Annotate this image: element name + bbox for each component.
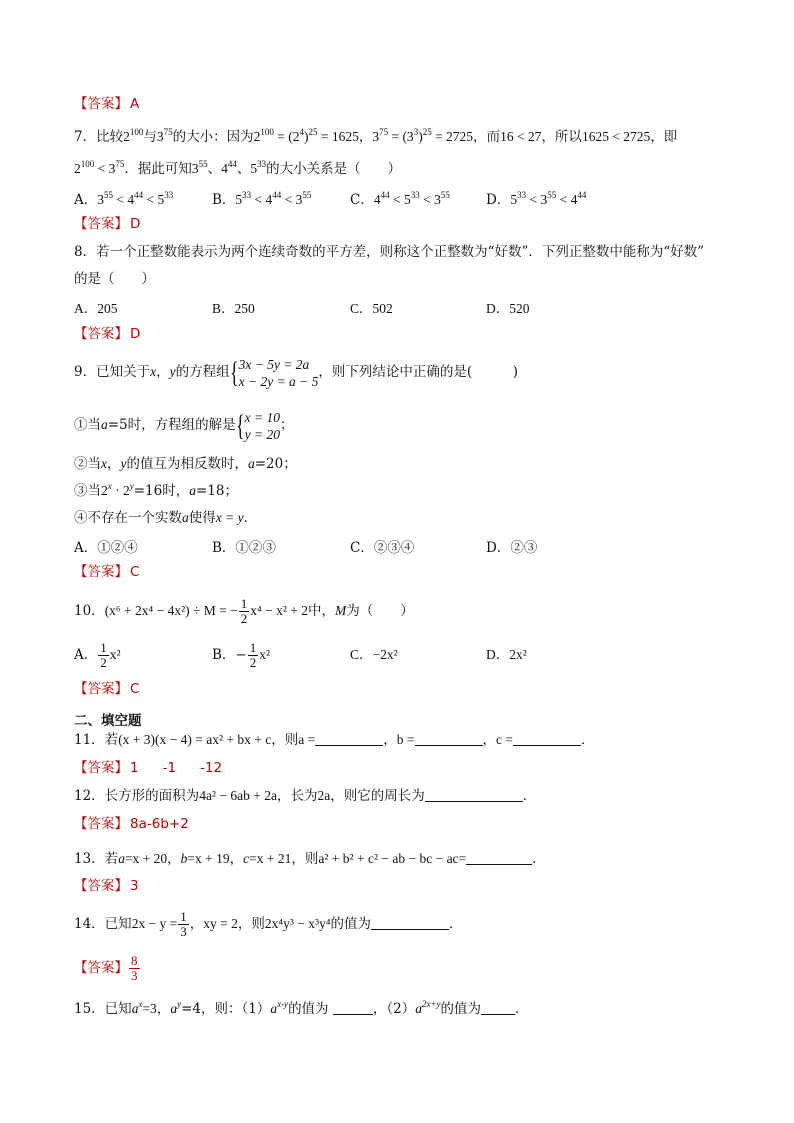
option-b[interactable]: B．250 <box>212 301 255 316</box>
statement-2: ②当x，y的值互为相反数时，a=20； <box>74 456 297 472</box>
option-d[interactable]: D．520 <box>486 301 530 316</box>
option-a[interactable]: A． $\frac{1}{2}$ x² <box>74 640 121 670</box>
question-15: 15．已知$a^x=3$，$a^y=4$，则：$(1)a^{x-y}$的值为 ，$(2)a^{2x+y}$的值为 ． <box>74 999 529 1017</box>
question-8-options <box>74 297 734 315</box>
blank-2[interactable] <box>481 1000 515 1015</box>
answer-10: 【答案】 C <box>74 681 140 697</box>
question-9-stem: 9．已知关于x，y的方程组 { 3x − 5y = 2a x − 2y = a − 5 ，则下列结论中正确的是( ) <box>74 355 518 389</box>
fraction-third: $\frac{1}{3}$ <box>180 909 187 939</box>
answer-7: 【答案】 D <box>74 216 141 232</box>
answer-value: A <box>130 96 140 112</box>
question-10-stem: 10．(x⁶ + 2x⁴ − 4x²) ÷ M = − $\frac{1}{2}$ x⁴ − x² + 2中，M为（ ） <box>74 596 414 626</box>
answer-13: 【答案】 3 <box>74 878 139 894</box>
option-c[interactable]: C．②③④ <box>350 540 415 556</box>
blank-value[interactable] <box>466 850 532 865</box>
blank-1[interactable] <box>333 1000 373 1015</box>
blank-c[interactable] <box>513 731 581 746</box>
answer-9: 【答案】 C <box>74 564 140 580</box>
fraction-half: $\frac{1}{2}$ <box>240 596 248 626</box>
option-a[interactable]: A．$3^{55} < 4^{44} < 5^{33}$ <box>74 190 174 208</box>
option-a[interactable]: A．①②④ <box>74 540 138 556</box>
answer-fraction: $\frac{8}{3}$ <box>131 952 138 983</box>
statement-1: ①当a=5时，方程组的解是 { x = 10 y = 20 ； <box>74 408 294 442</box>
section-heading: 二、填空题 <box>74 713 142 729</box>
question-8-line1: 8．若一个正整数能表示为两个连续奇数的平方差，则称这个正整数为“好数”．下列正整数中能称为“好数” <box>74 244 705 260</box>
option-c[interactable]: C．−2x² <box>350 647 398 662</box>
option-c[interactable]: C．502 <box>350 301 393 316</box>
equation-system: { 3x − 5y = 2a x − 2y = a − 5 <box>229 355 319 389</box>
option-b[interactable]: B．− $\frac{1}{2}$ x² <box>212 640 271 670</box>
statement-4: ④不存在一个实数a使得x = y． <box>74 510 258 526</box>
question-8-line2: 的是（ ） <box>74 271 155 287</box>
answer-6 <box>74 95 139 113</box>
option-b[interactable]: B．①②③ <box>212 540 276 556</box>
question-7-line2: $2^{100} < 3^{75}$．据此可知$3^{55}$、$4^{44}$、$5^{33}$的大小关系是（ ） <box>74 159 402 177</box>
blank-b[interactable] <box>415 731 483 746</box>
question-14: 14．已知2x − y = $\frac{1}{3}$ ，xy = 2，则2x⁴y³ − x³y⁴的值为 ． <box>74 909 463 939</box>
solution-system: { x = 10 y = 20 <box>235 408 281 442</box>
question-9-options <box>74 536 734 554</box>
blank-value[interactable] <box>371 915 449 930</box>
option-b[interactable]: B．$5^{33} < 4^{44} < 3^{55}$ <box>212 190 312 208</box>
option-d[interactable]: D．$5^{33} < 3^{55} < 4^{44}$ <box>486 190 587 208</box>
blank-perimeter[interactable] <box>425 787 523 802</box>
answer-11: 【答案】 1 -1 -12 <box>74 760 223 776</box>
question-12: 12．长方形的面积为4a² − 6ab + 2a，长为2a，则它的周长为 ． <box>74 788 537 804</box>
question-13: 13．若a=x + 20，b=x + 19，c=x + 21，则a² + b² + c² − ab − bc − ac= ． <box>74 851 546 867</box>
answer-label: 【答案】 <box>74 96 128 112</box>
answer-8: 【答案】 D <box>74 326 141 342</box>
question-11: 11．若(x + 3)(x − 4) = ax² + bx + c，则a = ，b = ，c = ． <box>74 732 595 748</box>
option-c[interactable]: C．$4^{44} < 5^{33} < 3^{55}$ <box>350 190 450 208</box>
question-7-line1: 7．比较$2^{100}$与$3^{75}$的大小：因为$2^{100} = (2^4)^{25} = 1625$，$3^{75} = (3^3)^{25} = 2725$，而16 < 27，所以1625 < 2725，即 <box>74 127 678 145</box>
answer-12: 【答案】 8a-6b+2 <box>74 816 189 832</box>
answer-14: 【答案】 $\frac{8}{3}$ <box>74 952 138 983</box>
blank-a[interactable] <box>315 731 383 746</box>
option-d[interactable]: D．2x² <box>486 647 527 662</box>
option-d[interactable]: D．②③ <box>486 540 538 556</box>
question-10-options <box>74 640 734 672</box>
option-a[interactable]: A．205 <box>74 301 118 316</box>
question-7-options <box>74 188 734 206</box>
statement-3: ③当$2^x \cdot 2^y=16$时，a=18； <box>74 481 238 499</box>
